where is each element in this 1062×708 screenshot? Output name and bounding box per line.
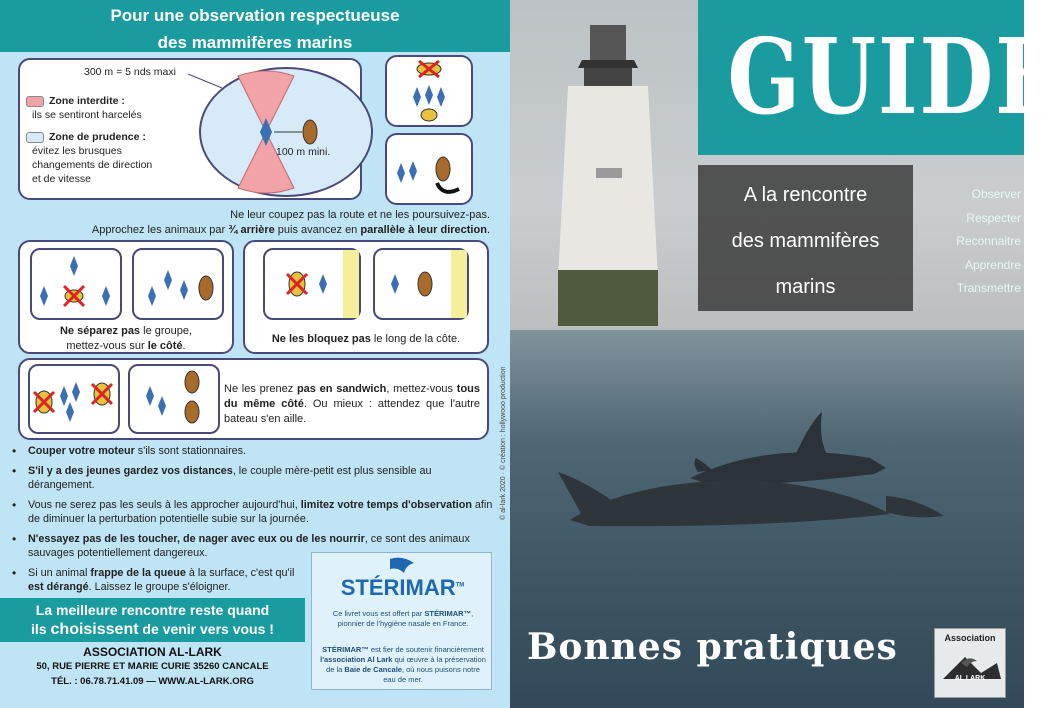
distance-label: 300 m = 5 nds maxi [84, 66, 176, 78]
zone-prudence-desc-2: changements de direction [32, 159, 153, 171]
bullet-text: , ce sont des animaux sauvages potentiellement dangereux. [28, 533, 470, 559]
bullet-bold: limitez votre temps d'observation [300, 499, 472, 511]
verb-list [913, 183, 1021, 301]
list-item [10, 464, 496, 492]
approach-graphic-1 [387, 57, 471, 125]
verb-item: Apprendre [964, 257, 1021, 272]
guide-back-panel [0, 0, 510, 708]
group-illustration-good [132, 248, 224, 320]
coast-illustration-good [373, 248, 469, 320]
sandwich-graphic-bad [30, 366, 118, 432]
guide-title: GUIDE [727, 15, 1062, 138]
sandwich-rule-box [18, 358, 489, 440]
closing-banner [0, 598, 305, 642]
coast-caption-bold: Ne les bloquez pas [271, 333, 371, 345]
approach-graphic-2 [387, 135, 471, 203]
sandwich-text-1: Ne les prenez [224, 383, 297, 395]
sandwich-bold-2: tous du même côté [224, 383, 481, 410]
group-rule-box [18, 240, 234, 354]
group-caption-end: . [182, 340, 186, 352]
zone-interdite-title: Zone interdite : [49, 95, 125, 107]
coast-caption-text: le long de la côte. [370, 333, 461, 345]
credit-line: © al-lark 2020 · © création : hollywooo production [500, 366, 507, 520]
approach-bold-1: ¾ arrière [228, 224, 275, 236]
sandwich-text-3: . Ou mieux : attendez que l'autre bateau s'en aille. [224, 398, 481, 425]
banner-emphasis: choisissent [50, 621, 139, 638]
logo-text-2: AL LARK [954, 675, 986, 682]
association-phone-web: TÉL. : 06.78.71.41.09 — WWW.AL-LARK.ORG [51, 676, 254, 687]
radius-pointer [188, 74, 222, 88]
association-contact [0, 645, 305, 687]
sandwich-text-2: , mettez-vous [386, 383, 457, 395]
bullet-bold: S'il y a des jeunes gardez vos distances [28, 465, 233, 477]
zone-diagram [18, 58, 362, 200]
coast-illustration-bad [263, 248, 361, 320]
boat-icon [303, 120, 317, 144]
group-caption-bold: Ne séparez pas [59, 325, 141, 337]
sponsor-t: Ce livret vous est offert par [332, 609, 425, 618]
group-caption-text: le groupe, [140, 325, 193, 337]
bullet-bold: Couper votre moteur [28, 445, 135, 457]
bullet-bold: frappe de la queue [90, 567, 186, 579]
list-item [10, 498, 496, 526]
sponsor-b: STÉRIMAR™ [424, 609, 472, 618]
bullet-text: , le couple mère-petit est plus sensible au dérangement. [28, 465, 432, 491]
sponsor-tm: TM [455, 582, 465, 589]
bullet-text: . Laissez le groupe s'éloigner. [88, 581, 231, 593]
logo-text-1: Association [944, 633, 996, 643]
verb-item: Observer [971, 187, 1021, 201]
zone-interdite-legend [26, 94, 196, 122]
banner-text-2: de venir vers vous ! [138, 621, 274, 637]
bullet-bold: N'essayez pas de les toucher, de nager avec eux ou de les nourrir [28, 533, 365, 545]
group-caption [20, 324, 232, 354]
sponsor-text-1 [320, 609, 486, 629]
bullet-text: Vous ne serez pas les seuls à les approcher aujourd'hui, [28, 499, 301, 511]
subtitle-box [698, 165, 913, 311]
sponsor-brand [312, 575, 493, 601]
header-line-1: Pour une observation respectueuse [110, 6, 400, 25]
association-logo [934, 628, 1006, 698]
min-distance-label: 100 m mini. [276, 146, 331, 158]
subtitle-line-2: des mammifères [731, 230, 880, 252]
zone-interdite-desc: ils se sentiront harcelés [32, 109, 142, 121]
sandwich-illustration-good [128, 364, 220, 434]
approach-line-1: Ne leur coupez pas la route et ne les poursuivez-pas. [230, 209, 490, 221]
group-graphic-good [134, 250, 222, 318]
sponsor-t: est fier de soutenir financièrement [368, 645, 484, 654]
group-graphic-bad [32, 250, 120, 318]
bullet-text: s'ils sont stationnaires. [134, 445, 247, 457]
approach-illustration-2 [385, 133, 473, 205]
group-illustration-bad [30, 248, 122, 320]
zone-prudence-title: Zone de prudence : [49, 131, 146, 143]
sandwich-illustration-bad [28, 364, 120, 434]
approach-illustration-1 [385, 55, 473, 127]
coast-graphic-good [375, 250, 467, 318]
header-line-2: des mammifères marins [157, 33, 353, 52]
association-name: ASSOCIATION AL-LARK [83, 645, 222, 659]
guide-cover-panel [510, 0, 1062, 708]
bullet-text: afin de diminuer la perturbation potentielle subie sur la journée. [28, 499, 493, 525]
zone-prudence-desc-1: évitez les brusques [32, 145, 122, 157]
sponsor-t: , où nous puisons notre eau de mer. [383, 665, 480, 684]
verb-item: Transmettre [956, 281, 1021, 295]
sandwich-graphic-good [130, 366, 218, 432]
approach-text-2: puis avancez en [274, 224, 361, 236]
banner-text: ils [31, 621, 51, 637]
subtitle-line-3: marins [775, 276, 836, 298]
verb-item: Respecter [966, 210, 1021, 225]
zone-prudence-desc-3: et de vitesse [32, 173, 91, 185]
bullet-bold: est dérangé [28, 581, 89, 593]
approach-text: Approchez les animaux par [91, 224, 229, 236]
sponsor-t: , pionnier de l'hygiène nasale en France. [337, 609, 474, 628]
sponsor-b: STÉRIMAR™ [322, 645, 369, 654]
coast-caption [245, 332, 487, 347]
sponsor-brand-text: STÉRIMAR [340, 575, 456, 600]
banner-line-1: La meilleure rencontre reste quand [35, 602, 270, 618]
approach-end: . [486, 224, 490, 236]
association-address: 50, RUE PIERRE ET MARIE CURIE 35260 CANCALE [36, 661, 269, 672]
coast-rule-box [243, 240, 489, 354]
bullet-text: à la surface, c'est qu'il [185, 567, 295, 579]
verb-item: Reconnaitre [956, 234, 1021, 248]
sponsor-box [311, 552, 492, 690]
banner-line-2 [0, 620, 305, 639]
prudence-swatch [26, 132, 44, 143]
guide-title-box [698, 0, 1062, 155]
sponsor-b: Baie de Cancale [344, 665, 402, 674]
list-item [10, 444, 496, 458]
group-caption-bold-2: le côté [147, 340, 183, 352]
sandwich-bold-1: pas en sandwich [296, 383, 387, 395]
list-item [10, 566, 300, 594]
coast-graphic-bad [265, 250, 359, 318]
approach-rule [16, 208, 490, 238]
approach-line-2 [16, 223, 490, 238]
group-caption-text-2: mettez-vous sur [66, 340, 148, 352]
zone-prudence-legend [26, 130, 191, 186]
sponsor-text-2 [320, 645, 486, 685]
approach-bold-2: parallèle à leur direction [360, 224, 487, 236]
forbidden-swatch [26, 96, 44, 107]
sandwich-text [224, 382, 480, 427]
header-banner [0, 0, 510, 52]
sponsor-t: qui œuvre à la préservation de la [326, 655, 486, 674]
bullet-text: Si un animal [28, 567, 91, 579]
subtitle-line-1: A la rencontre [743, 184, 868, 206]
cover-footer-title: Bonnes pratiques [527, 626, 898, 668]
sponsor-b: l'association Al Lark [320, 655, 393, 664]
